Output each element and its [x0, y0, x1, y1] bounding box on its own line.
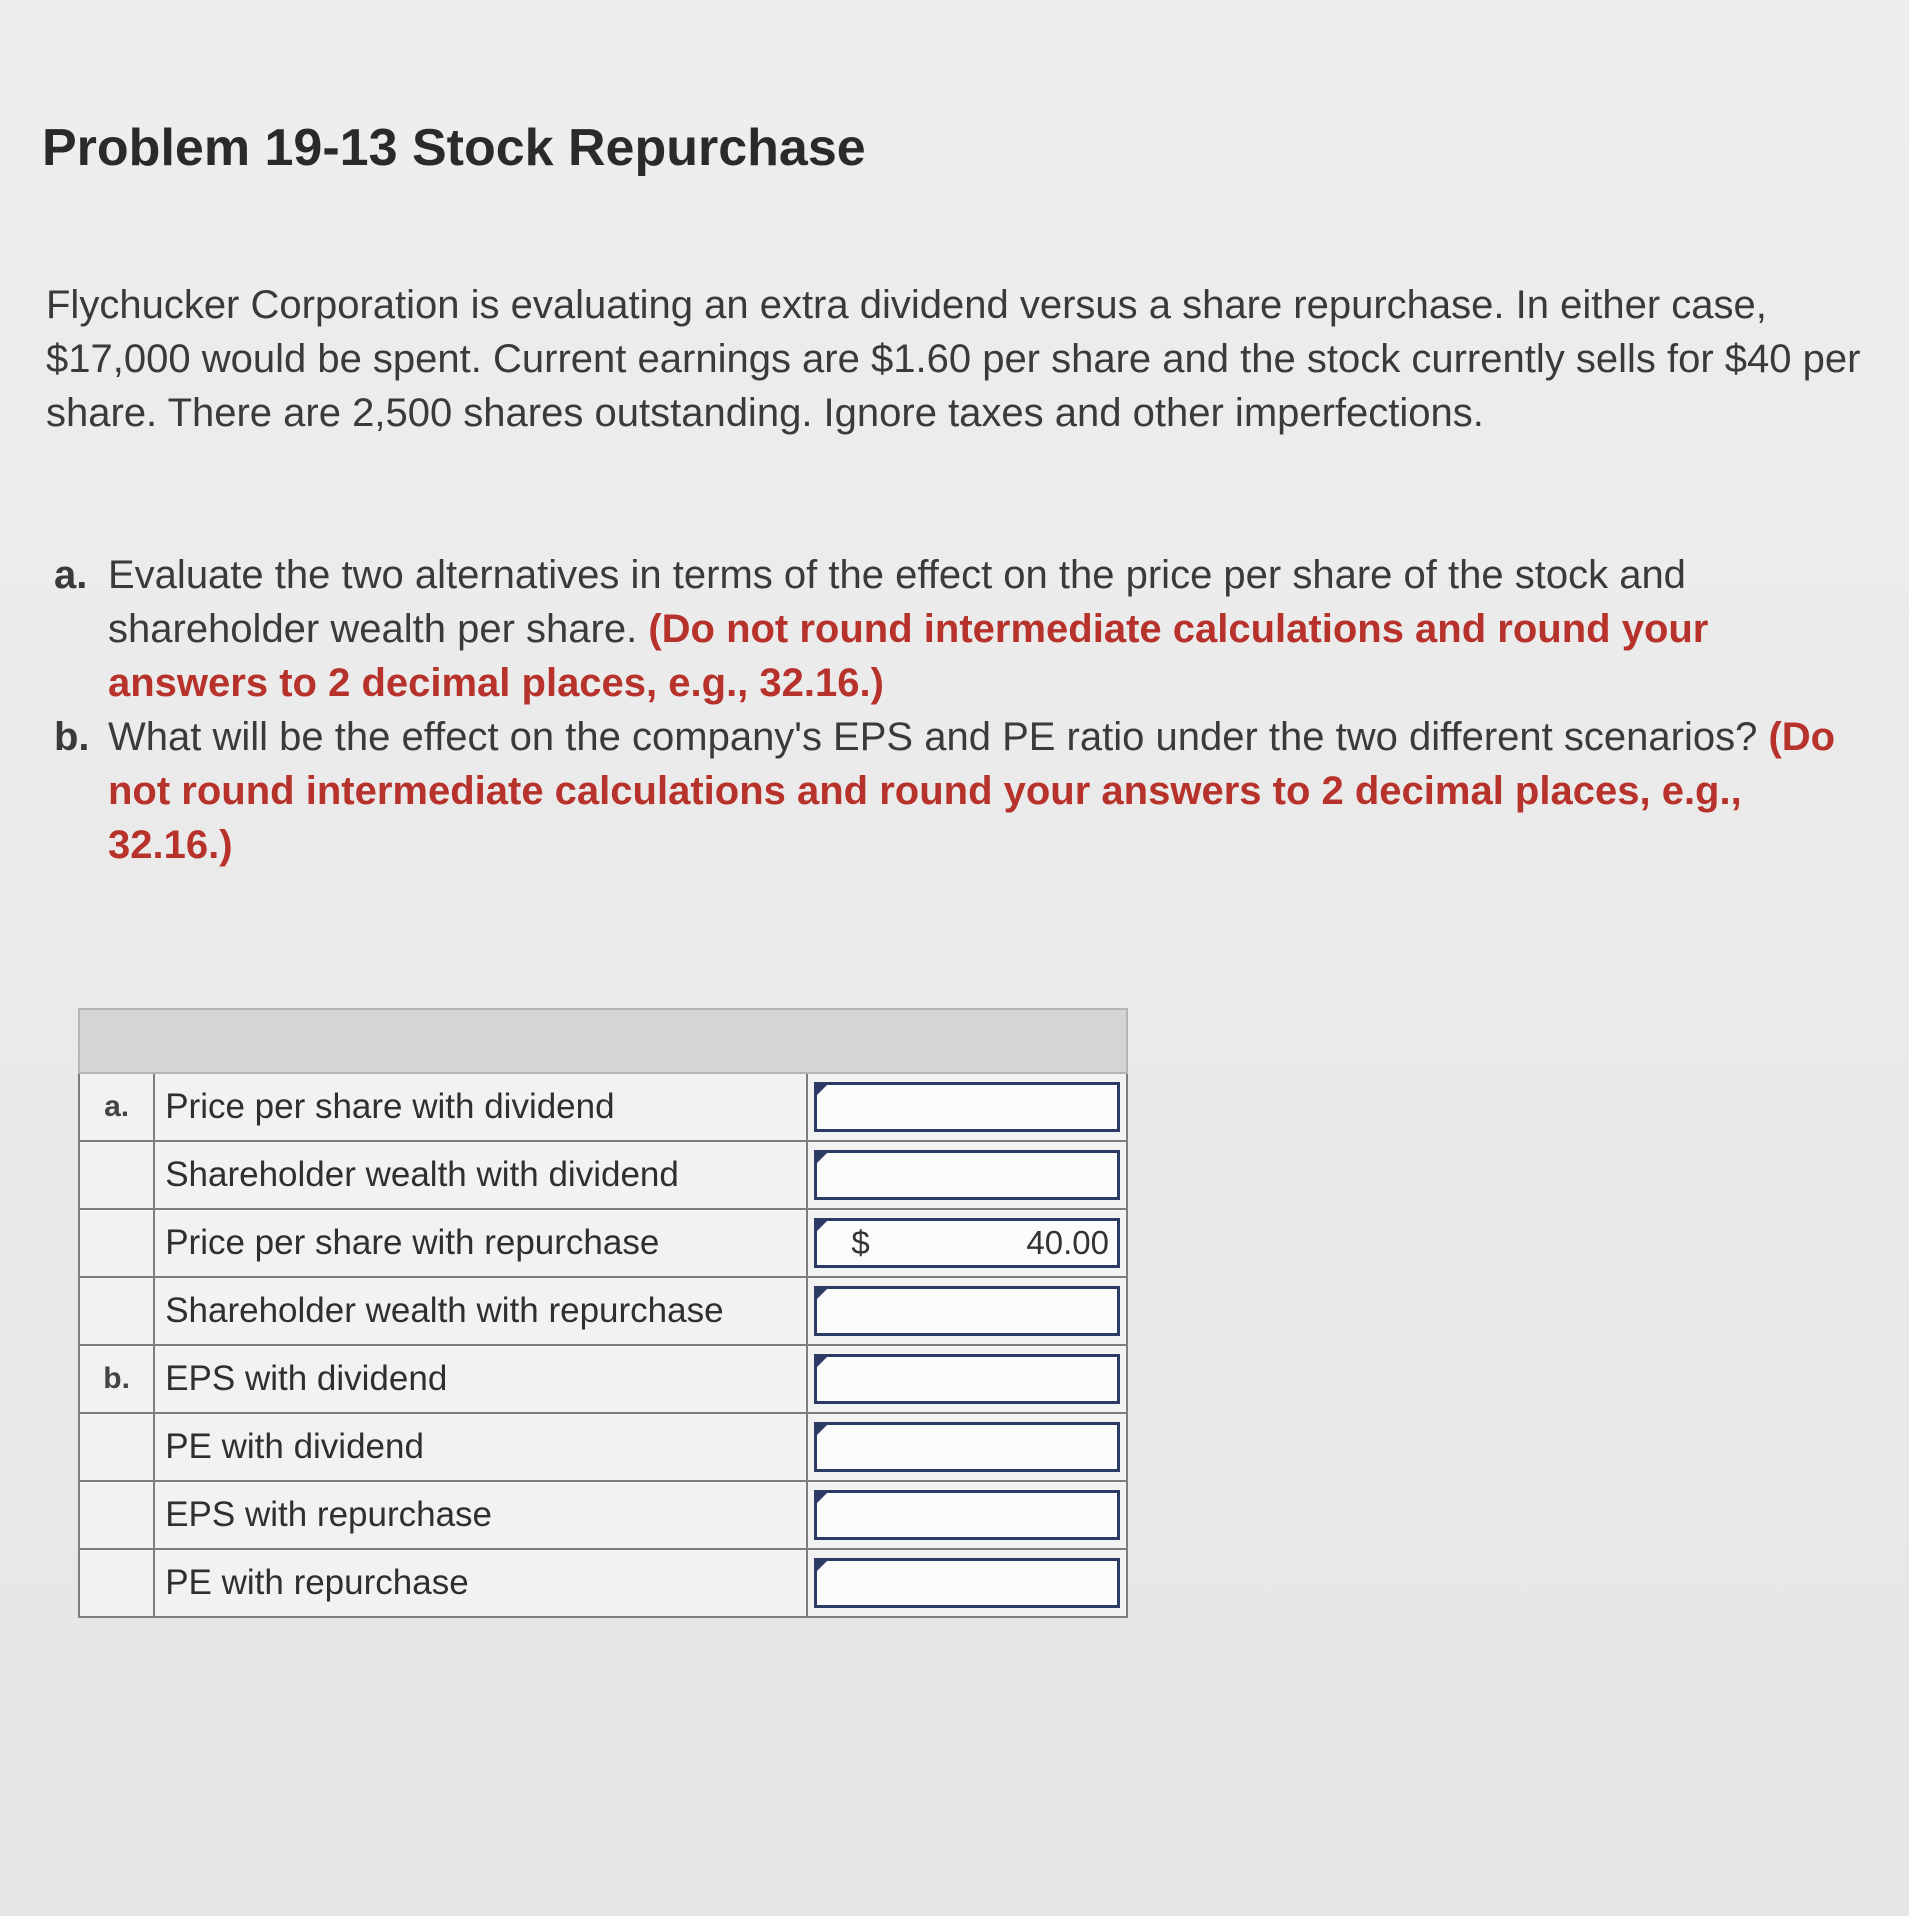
row-label: Price per share with repurchase	[154, 1209, 807, 1277]
table-header-cell	[79, 1009, 1127, 1073]
answer-input-price-dividend[interactable]	[814, 1082, 1120, 1132]
table-row	[79, 1549, 1127, 1617]
row-part-label	[79, 1549, 154, 1617]
question-b-marker: b.	[54, 715, 90, 759]
answer-cell	[807, 1413, 1127, 1481]
answer-value: 40.00	[1026, 1224, 1109, 1261]
row-label: EPS with repurchase	[154, 1481, 807, 1549]
table-row	[79, 1141, 1127, 1209]
answer-input-wealth-repurchase[interactable]	[814, 1286, 1120, 1336]
row-label: Shareholder wealth with dividend	[154, 1141, 807, 1209]
required-flag-icon	[817, 1221, 827, 1231]
currency-symbol: $	[851, 1224, 870, 1261]
question-b	[54, 710, 1854, 872]
row-label: PE with dividend	[154, 1413, 807, 1481]
row-part-label: b.	[79, 1345, 154, 1413]
required-flag-icon	[817, 1153, 827, 1163]
problem-title: Problem 19-13 Stock Repurchase	[42, 119, 866, 177]
required-flag-icon	[817, 1357, 827, 1367]
required-flag-icon	[817, 1493, 827, 1503]
table-row	[79, 1277, 1127, 1345]
required-flag-icon	[817, 1085, 827, 1095]
answer-cell	[807, 1141, 1127, 1209]
row-part-label	[79, 1277, 154, 1345]
answer-input-eps-dividend[interactable]	[814, 1354, 1120, 1404]
question-a-instruction: (Do not round intermediate calculations and round your answers to 2 decimal places, e.g., 32.16.)	[108, 607, 1709, 705]
table-header-row	[79, 1009, 1127, 1073]
question-a	[54, 548, 1854, 710]
answer-cell	[807, 1277, 1127, 1345]
row-part-label: a.	[79, 1073, 154, 1141]
table-row	[79, 1345, 1127, 1413]
required-flag-icon	[817, 1561, 827, 1571]
row-part-label	[79, 1209, 154, 1277]
table-row	[79, 1481, 1127, 1549]
row-part-label	[79, 1413, 154, 1481]
answer-input-wealth-dividend[interactable]	[814, 1150, 1120, 1200]
answer-cell	[807, 1209, 1127, 1277]
problem-intro: Flychucker Corporation is evaluating an extra dividend versus a share repurchase. In either case, $17,000 would be spent. Current earnings are $1.60 per share and the stock currently sells for $40 per share. There are 2,500 shares outstanding. Ignore taxes and other imperfections.	[46, 283, 1861, 435]
question-a-text: Evaluate the two alternatives in terms of the effect on the price per share of the stock and shareholder wealth per share.	[108, 553, 1686, 651]
question-b-instruction: (Do not round intermediate calculations and round your answers to 2 decimal places, e.g., 32.16.)	[108, 715, 1836, 867]
question-a-marker: a.	[54, 553, 88, 597]
question-list	[54, 548, 1854, 872]
table-row	[79, 1209, 1127, 1277]
row-label: Price per share with dividend	[154, 1073, 807, 1141]
answer-input-pe-dividend[interactable]	[814, 1422, 1120, 1472]
answer-input-price-repurchase[interactable]	[814, 1218, 1120, 1268]
required-flag-icon	[817, 1289, 827, 1299]
answer-cell	[807, 1345, 1127, 1413]
row-label: Shareholder wealth with repurchase	[154, 1277, 807, 1345]
row-part-label	[79, 1481, 154, 1549]
row-part-label	[79, 1141, 154, 1209]
answer-cell	[807, 1073, 1127, 1141]
answer-table	[78, 1008, 1128, 1618]
answer-cell	[807, 1549, 1127, 1617]
answer-cell	[807, 1481, 1127, 1549]
answer-input-pe-repurchase[interactable]	[814, 1558, 1120, 1608]
answer-input-eps-repurchase[interactable]	[814, 1490, 1120, 1540]
table-row	[79, 1413, 1127, 1481]
row-label: PE with repurchase	[154, 1549, 807, 1617]
row-label: EPS with dividend	[154, 1345, 807, 1413]
question-b-text: What will be the effect on the company's EPS and PE ratio under the two different scenarios?	[108, 715, 1769, 759]
table-row	[79, 1073, 1127, 1141]
required-flag-icon	[817, 1425, 827, 1435]
